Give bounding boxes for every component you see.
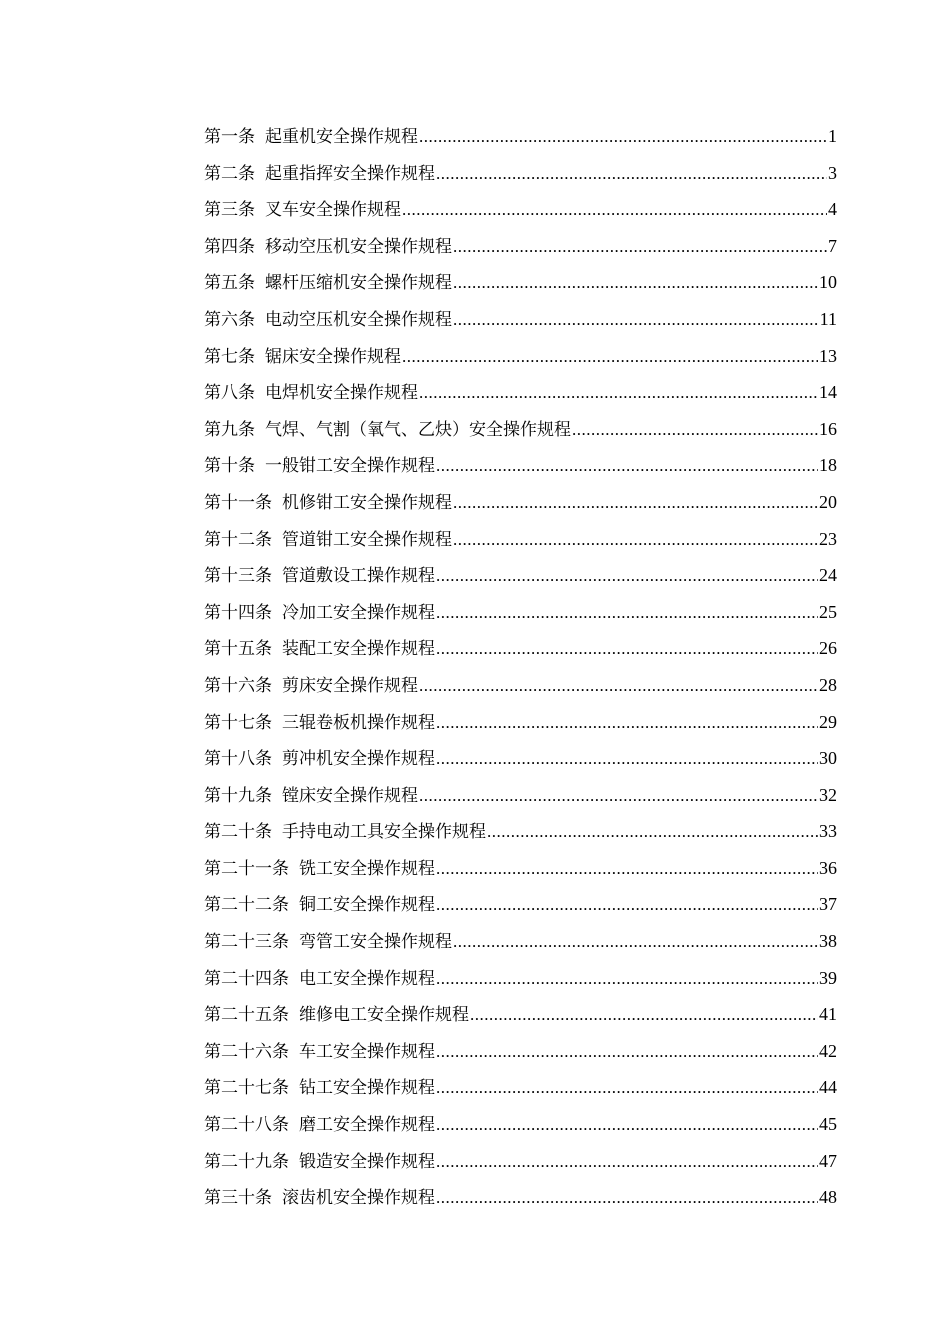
toc-entry-number: 第二十九条: [204, 1151, 289, 1172]
toc-entry-title: 电动空压机安全操作规程: [265, 309, 452, 330]
toc-dot-leader: [419, 375, 818, 412]
toc-dot-leader: [436, 1107, 818, 1144]
toc-entry-page-number: 4: [828, 199, 837, 220]
toc-entry-number: 第十九条: [204, 785, 272, 806]
toc-entry-title: 锯床安全操作规程: [265, 346, 401, 367]
toc-entry-title: 三辊卷板机操作规程: [282, 712, 435, 733]
toc-entry-page-number: 1: [828, 126, 837, 146]
toc-dot-leader: [436, 1034, 818, 1071]
toc-dot-leader: [419, 668, 818, 705]
toc-entry-number: 第一条: [204, 127, 255, 147]
toc-entry-number: 第二十六条: [204, 1041, 289, 1062]
toc-entry-title: 螺杆压缩机安全操作规程: [265, 273, 452, 294]
toc-entry[interactable]: [204, 264, 837, 301]
toc-entry-page-number: 32: [819, 784, 837, 805]
toc-entry-title: 装配工安全操作规程: [282, 639, 435, 660]
toc-entry-title: 一般钳工安全操作规程: [265, 456, 435, 477]
toc-entry-number: 第九条: [204, 419, 255, 440]
toc-entry-page-number: 24: [819, 565, 837, 586]
toc-entry[interactable]: [204, 667, 837, 704]
toc-dot-leader: [470, 997, 818, 1034]
toc-dot-leader: [436, 1070, 818, 1107]
toc-entry[interactable]: [204, 960, 837, 997]
toc-dot-leader: [436, 851, 818, 888]
toc-entry-title: 冷加工安全操作规程: [282, 602, 435, 623]
toc-entry-page-number: 23: [819, 528, 837, 549]
toc-entry-title: 镗床安全操作规程: [282, 785, 418, 806]
toc-dot-leader: [436, 558, 818, 595]
toc-entry-title: 机修钳工安全操作规程: [282, 492, 452, 513]
toc-entry-number: 第十八条: [204, 749, 272, 770]
toc-entry-page-number: 7: [828, 235, 837, 256]
toc-entry[interactable]: [204, 447, 837, 484]
toc-entry[interactable]: [204, 1143, 837, 1180]
toc-dot-leader: [453, 302, 819, 339]
toc-entry-page-number: 28: [819, 674, 837, 695]
toc-entry-number: 第十二条: [204, 529, 272, 550]
toc-dot-leader: [487, 814, 818, 851]
toc-dot-leader: [453, 265, 818, 302]
toc-entry[interactable]: [204, 594, 837, 631]
toc-dot-leader: [419, 119, 827, 156]
toc-entry[interactable]: [204, 191, 837, 228]
toc-entry-title: 弯管工安全操作规程: [299, 932, 452, 953]
toc-dot-leader: [436, 1144, 818, 1181]
toc-entry-title: 管道敷设工操作规程: [282, 566, 435, 587]
toc-dot-leader: [436, 887, 818, 924]
toc-entry-title: 气焊、气割（氧气、乙炔）安全操作规程: [265, 419, 571, 440]
toc-entry-number: 第三条: [204, 200, 255, 221]
toc-entry[interactable]: [204, 411, 837, 448]
toc-entry-number: 第十五条: [204, 639, 272, 660]
toc-entry-number: 第七条: [204, 346, 255, 367]
toc-entry-title: 车工安全操作规程: [299, 1041, 435, 1062]
toc-entry-number: 第二条: [204, 163, 255, 184]
toc-entry-page-number: 29: [819, 711, 837, 732]
toc-entry-number: 第二十二条: [204, 895, 289, 916]
toc-entry-page-number: 14: [819, 382, 837, 403]
toc-entry[interactable]: [204, 521, 837, 558]
toc-entry-number: 第二十三条: [204, 932, 289, 953]
toc-entry-page-number: 3: [828, 162, 837, 183]
toc-entry[interactable]: [204, 630, 837, 667]
toc-entry[interactable]: [204, 155, 837, 192]
toc-entry[interactable]: [204, 740, 837, 777]
toc-entry-page-number: 39: [819, 967, 837, 988]
toc-entry-page-number: 37: [819, 894, 837, 915]
toc-entry-page-number: 26: [819, 638, 837, 659]
toc-entry-title: 起重机安全操作规程: [265, 127, 418, 147]
toc-dot-leader: [572, 412, 818, 449]
toc-entry-page-number: 18: [819, 455, 837, 476]
toc-entry-number: 第十四条: [204, 602, 272, 623]
toc-entry-page-number: 10: [819, 272, 837, 293]
toc-entry-page-number: 11: [819, 308, 837, 329]
toc-entry[interactable]: [204, 777, 837, 814]
toc-entry[interactable]: [204, 338, 837, 375]
toc-dot-leader: [436, 156, 827, 193]
toc-entry[interactable]: [204, 1069, 837, 1106]
toc-entry-page-number: 41: [819, 1004, 837, 1025]
toc-entry-number: 第十一条: [204, 492, 272, 513]
toc-entry[interactable]: [204, 1179, 837, 1216]
toc-entry-number: 第六条: [204, 309, 255, 330]
toc-entry-page-number: 47: [819, 1150, 837, 1171]
toc-entry[interactable]: [204, 118, 837, 155]
toc-dot-leader: [453, 229, 827, 266]
toc-entry-page-number: 13: [819, 345, 837, 366]
toc-entry-title: 滚齿机安全操作规程: [282, 1188, 435, 1209]
toc-dot-leader: [436, 961, 818, 998]
toc-dot-leader: [402, 339, 818, 376]
toc-entry[interactable]: [204, 886, 837, 923]
toc-entry-page-number: 25: [819, 601, 837, 622]
toc-entry[interactable]: [204, 374, 837, 411]
toc-entry-title: 铣工安全操作规程: [299, 858, 435, 879]
toc-dot-leader: [436, 1180, 818, 1217]
toc-dot-leader: [436, 595, 818, 632]
toc-entry[interactable]: [204, 557, 837, 594]
toc-entry[interactable]: [204, 923, 837, 960]
toc-entry-title: 铜工安全操作规程: [299, 895, 435, 916]
toc-entry-page-number: 16: [819, 418, 837, 439]
toc-entry-title: 锻造安全操作规程: [299, 1151, 435, 1172]
toc-entry-page-number: 44: [819, 1077, 837, 1098]
toc-entry[interactable]: [204, 228, 837, 265]
toc-entry-number: 第三十条: [204, 1188, 272, 1209]
toc-entry-number: 第十七条: [204, 712, 272, 733]
toc-entry-page-number: 45: [819, 1114, 837, 1135]
toc-entry-number: 第二十五条: [204, 1005, 289, 1026]
toc-entry-page-number: 42: [819, 1040, 837, 1061]
toc-entry[interactable]: [204, 704, 837, 741]
table-of-contents: [204, 118, 837, 1216]
toc-entry-number: 第二十条: [204, 822, 272, 843]
toc-entry-page-number: 33: [819, 821, 837, 842]
toc-entry-title: 剪床安全操作规程: [282, 675, 418, 696]
toc-entry-title: 叉车安全操作规程: [265, 200, 401, 221]
toc-entry-page-number: 36: [819, 857, 837, 878]
toc-dot-leader: [436, 705, 818, 742]
toc-dot-leader: [436, 741, 818, 778]
toc-entry-number: 第二十八条: [204, 1115, 289, 1136]
toc-entry-number: 第二十四条: [204, 968, 289, 989]
toc-entry[interactable]: [204, 996, 837, 1033]
toc-entry-number: 第四条: [204, 236, 255, 257]
toc-entry-number: 第二十一条: [204, 858, 289, 879]
toc-entry-title: 手持电动工具安全操作规程: [282, 822, 486, 843]
toc-entry-page-number: 48: [819, 1187, 837, 1208]
toc-entry-number: 第十三条: [204, 566, 272, 587]
toc-entry-number: 第十六条: [204, 675, 272, 696]
toc-entry[interactable]: [204, 850, 837, 887]
toc-entry-title: 磨工安全操作规程: [299, 1115, 435, 1136]
toc-entry[interactable]: [204, 1106, 837, 1143]
toc-entry-number: 第十条: [204, 456, 255, 477]
toc-entry-page-number: 30: [819, 748, 837, 769]
toc-dot-leader: [436, 631, 818, 668]
toc-entry-number: 第八条: [204, 383, 255, 404]
toc-entry-title: 电焊机安全操作规程: [265, 383, 418, 404]
toc-entry-title: 移动空压机安全操作规程: [265, 236, 452, 257]
toc-entry[interactable]: [204, 484, 837, 521]
toc-entry[interactable]: [204, 301, 837, 338]
toc-dot-leader: [402, 192, 827, 229]
toc-entry[interactable]: [204, 813, 837, 850]
toc-entry[interactable]: [204, 1033, 837, 1070]
toc-dot-leader: [453, 924, 818, 961]
toc-entry-number: 第二十七条: [204, 1078, 289, 1099]
toc-entry-page-number: 20: [819, 491, 837, 512]
toc-entry-title: 剪冲机安全操作规程: [282, 749, 435, 770]
toc-entry-title: 维修电工安全操作规程: [299, 1005, 469, 1026]
toc-entry-title: 钻工安全操作规程: [299, 1078, 435, 1099]
toc-entry-number: 第五条: [204, 273, 255, 294]
toc-entry-page-number: 38: [819, 931, 837, 952]
toc-dot-leader: [453, 485, 818, 522]
toc-entry-title: 电工安全操作规程: [299, 968, 435, 989]
toc-entry-title: 起重指挥安全操作规程: [265, 163, 435, 184]
toc-entry-title: 管道钳工安全操作规程: [282, 529, 452, 550]
toc-dot-leader: [419, 778, 818, 815]
toc-dot-leader: [453, 522, 818, 559]
toc-dot-leader: [436, 448, 818, 485]
